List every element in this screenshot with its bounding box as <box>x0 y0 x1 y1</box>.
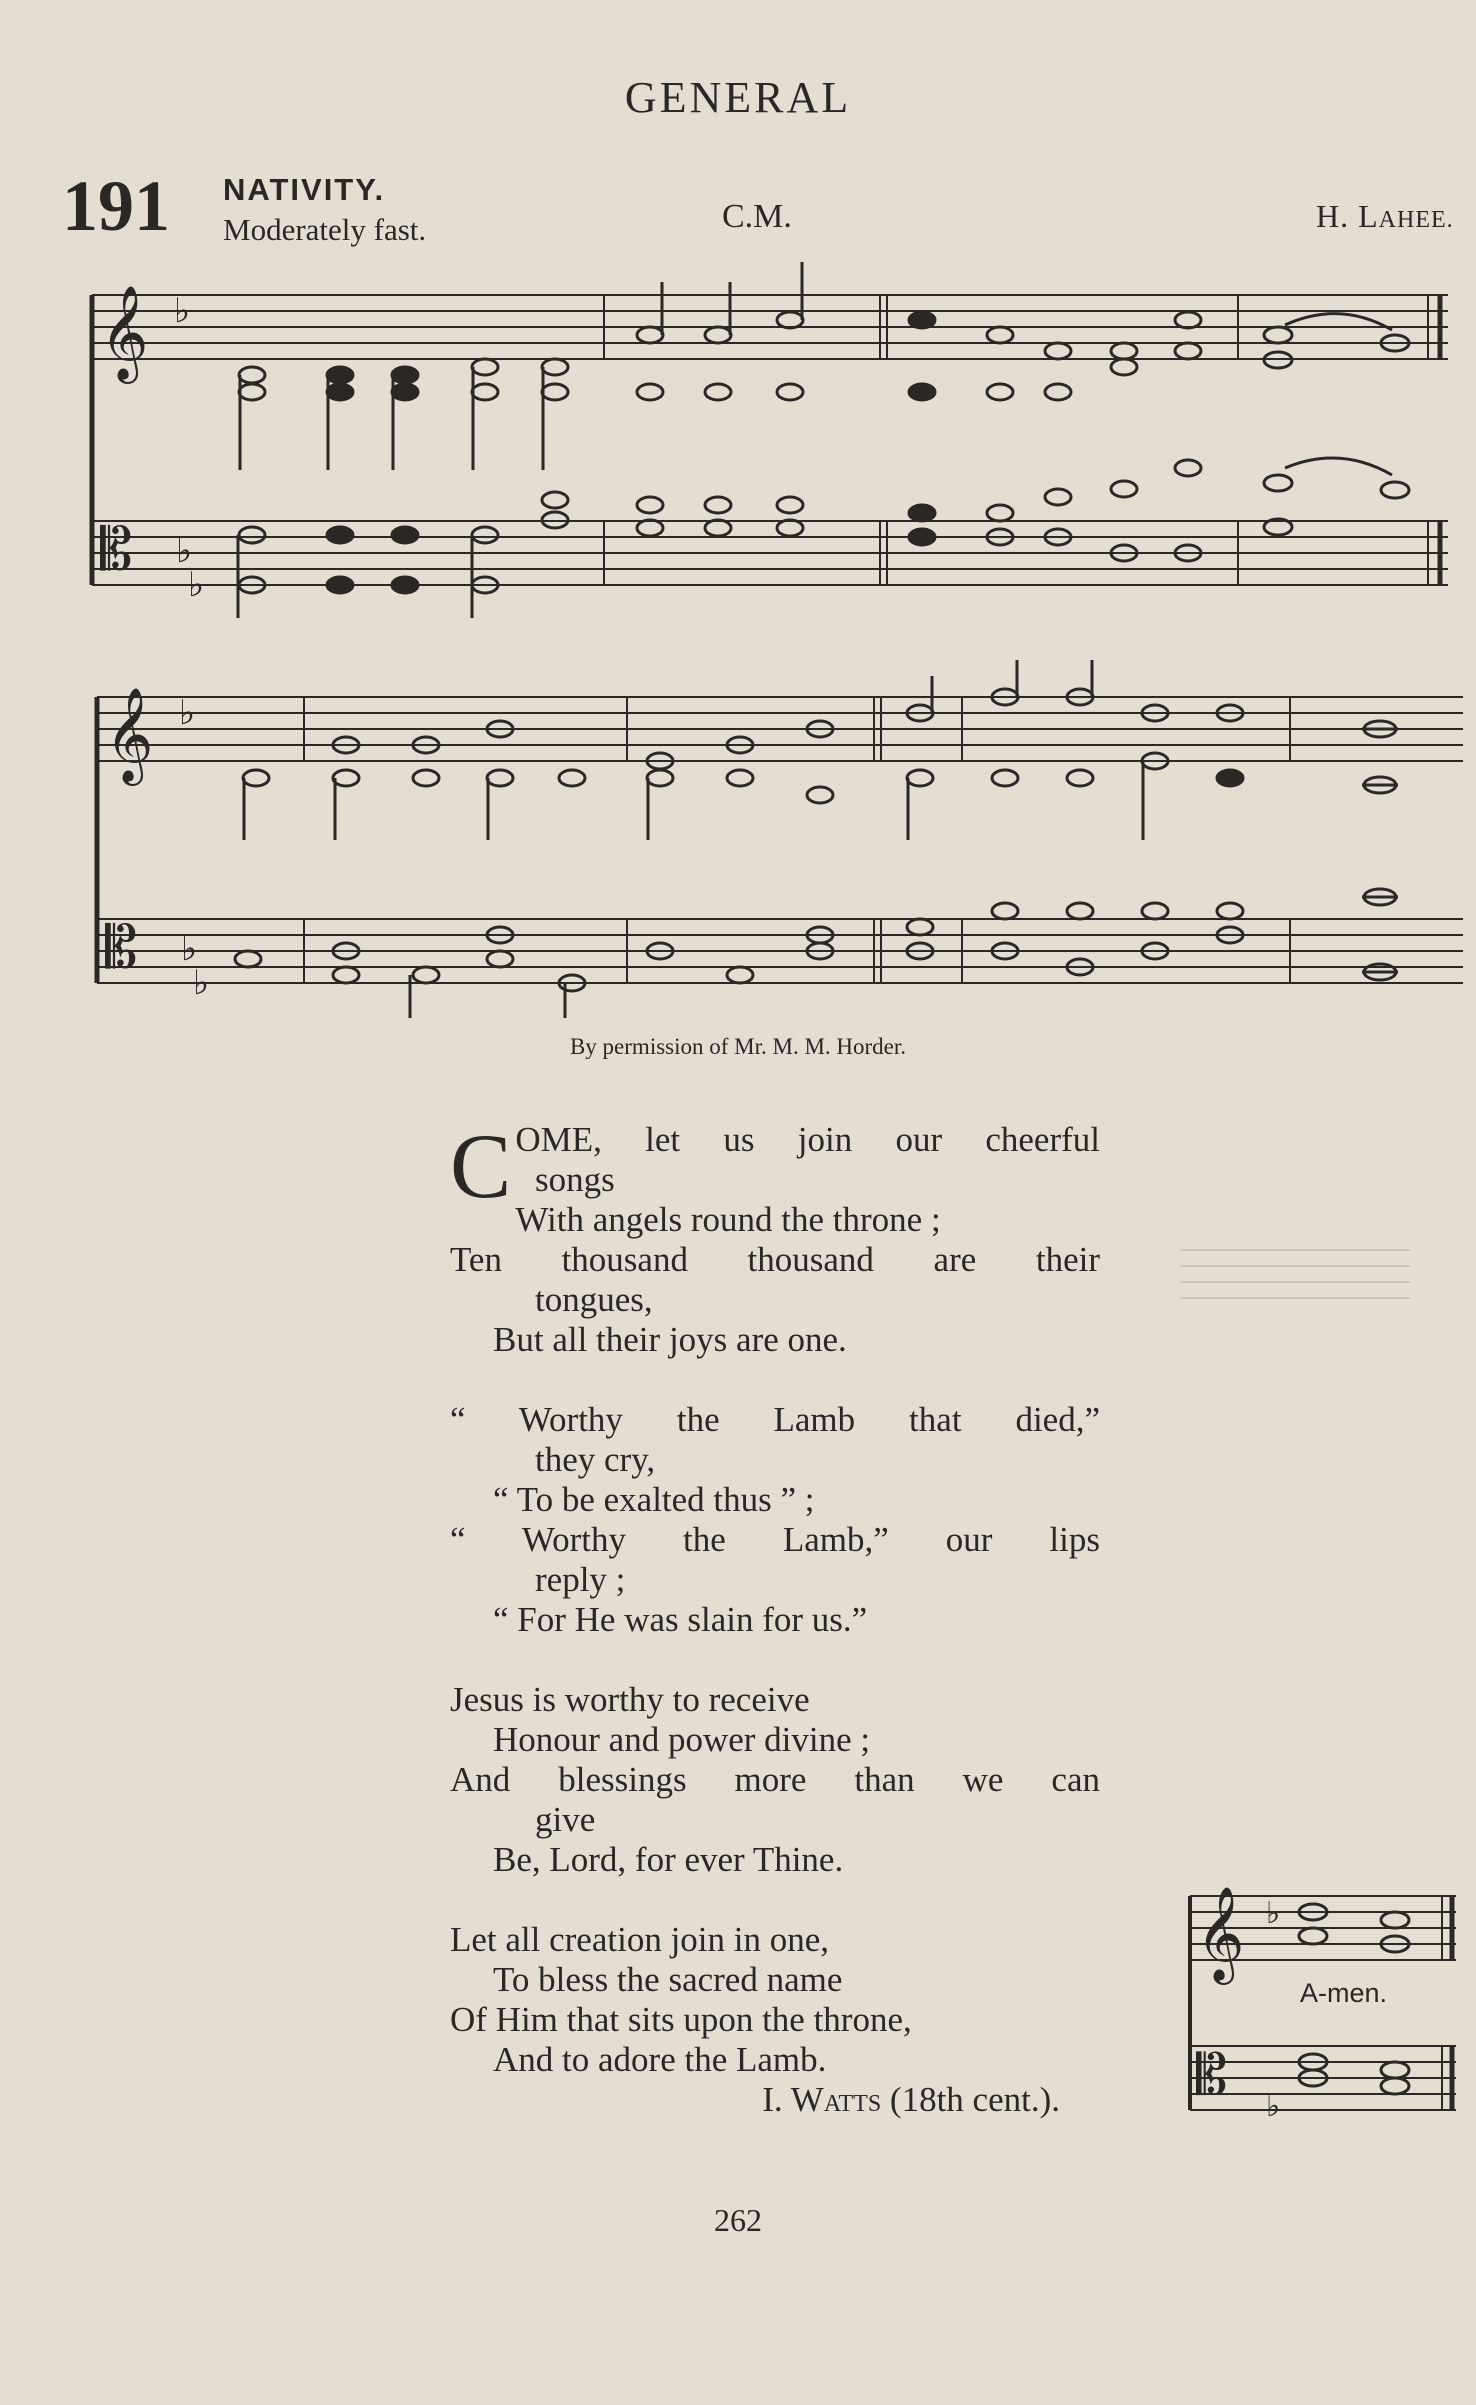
flat-icon: ♭ <box>188 565 205 605</box>
treble-clef-icon: 𝄞 <box>105 687 154 782</box>
lyric-line: Honour and power divine ; <box>493 1720 871 1759</box>
lyric-line: songs <box>535 1160 615 1199</box>
system-2 <box>97 697 1463 983</box>
lyric-line: Of Him that sits upon the throne, <box>450 2000 912 2039</box>
lyric-line: And to adore the Lamb. <box>493 2040 827 2079</box>
lyric-line: “ For He was slain for us.” <box>493 1600 868 1639</box>
stanza-3 <box>450 1680 1100 1880</box>
system-1 <box>92 295 1448 585</box>
lyric-line: “ To be exalted thus ” ; <box>493 1480 815 1519</box>
flat-icon: ♭ <box>193 963 210 1003</box>
lyric-line: “ Worthy the Lamb,” our lips <box>450 1520 1100 1559</box>
lyric-line: Ten thousand thousand are their <box>450 1240 1100 1279</box>
flat-icon: ♭ <box>179 693 196 733</box>
tune-name: NATIVITY. <box>223 172 386 207</box>
lyric-line: Be, Lord, for ever Thine. <box>493 1840 844 1879</box>
page-header: GENERAL <box>624 73 852 122</box>
lyric-line: But all their joys are one. <box>493 1320 847 1359</box>
composer: H. LAHEE. <box>1316 198 1454 234</box>
alto-clef-icon: 𝄡 <box>1196 2043 1228 2108</box>
flat-icon: ♭ <box>1266 2089 1281 2124</box>
treble-clef-icon: 𝄞 <box>1196 1886 1245 1981</box>
amen-label: A-men. <box>1300 1978 1388 2008</box>
stanza-4 <box>450 1920 1100 2124</box>
lyric-line: give <box>535 1800 596 1839</box>
alto-clef-icon: 𝄡 <box>105 913 138 981</box>
lyric-line: they cry, <box>535 1440 656 1479</box>
drop-cap: C <box>450 1115 512 1217</box>
lyric-line: To bless the sacred name <box>493 1960 843 1999</box>
page-number: 262 <box>714 2202 762 2238</box>
lyric-line: Jesus is worthy to receive <box>450 1680 810 1719</box>
flat-icon: ♭ <box>174 291 191 331</box>
lyric-line: With angels round the throne ; <box>515 1200 941 1239</box>
lyric-line: And blessings more than we can <box>450 1760 1100 1799</box>
author-attribution: I. WATTS (18th cent.). <box>762 2080 1060 2119</box>
treble-clef-icon: 𝄞 <box>100 285 149 380</box>
flat-icon: ♭ <box>1266 1896 1281 1931</box>
stanza-2 <box>450 1400 1100 1640</box>
meter: C.M. <box>722 198 792 235</box>
hymn-lyrics <box>450 1115 1100 2124</box>
alto-clef-icon: 𝄡 <box>100 515 133 583</box>
stanza-1 <box>450 1115 1100 1360</box>
tempo-marking: Moderately fast. <box>223 212 427 247</box>
lyric-line: reply ; <box>535 1560 626 1599</box>
lyric-line: Let all creation join in one, <box>450 1920 830 1959</box>
flat-icon: ♭ <box>181 929 198 969</box>
lyric-line: “ Worthy the Lamb that died,” <box>450 1400 1100 1439</box>
hymn-number: 191 <box>62 166 170 246</box>
flat-icon: ♭ <box>176 531 193 571</box>
lyric-line: tongues, <box>535 1280 653 1319</box>
permission-note: By permission of Mr. M. M. Horder. <box>569 1034 907 1059</box>
lyric-line: COME, let us join our cheerful <box>450 1115 1100 1217</box>
